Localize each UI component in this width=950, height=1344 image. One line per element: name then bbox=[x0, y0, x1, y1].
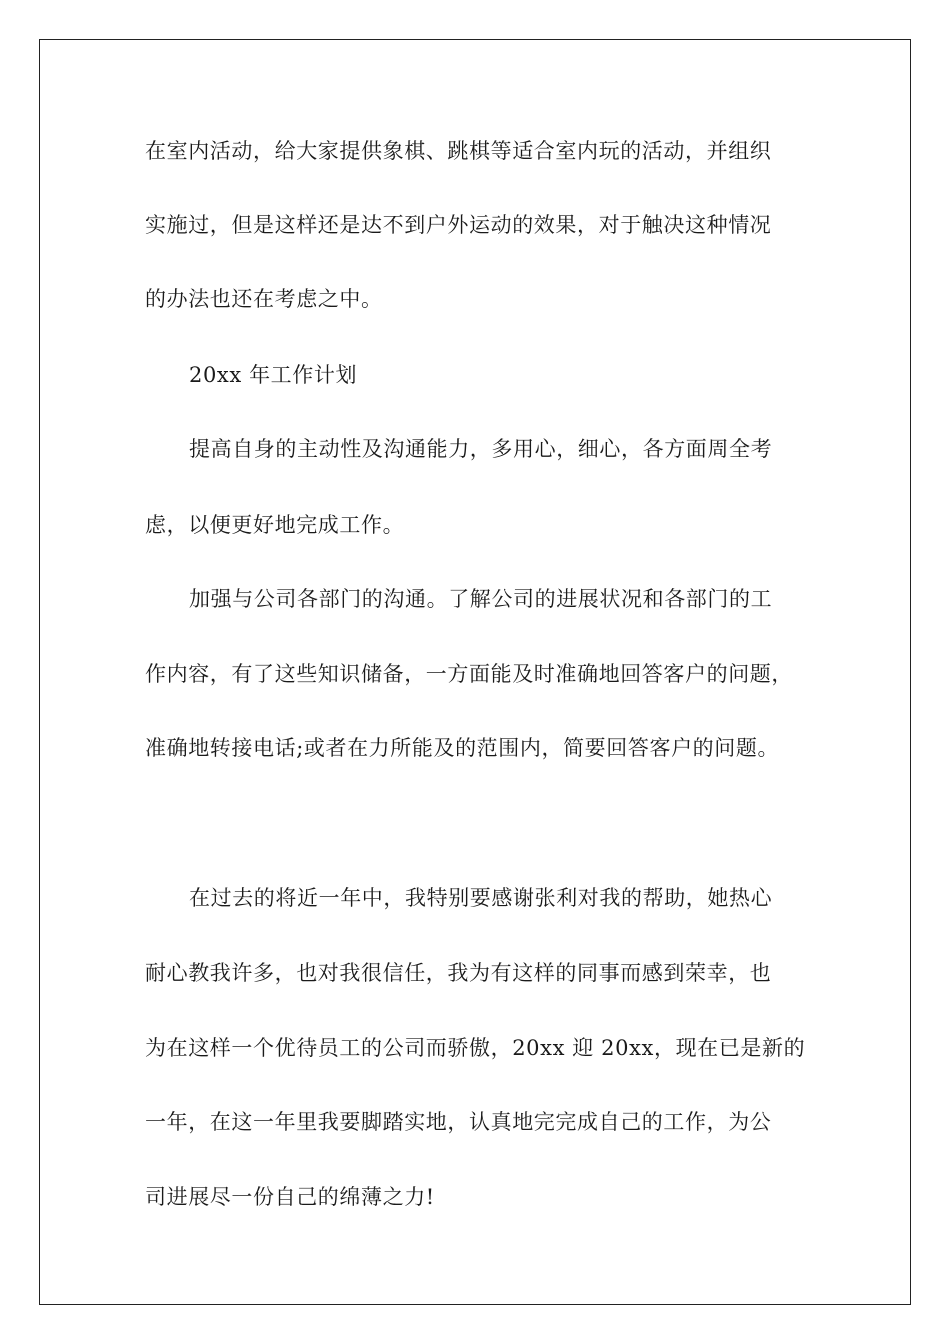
paragraph-1-line-3: 的办法也还在考虑之中。 bbox=[145, 287, 383, 311]
section-heading: 20xx 年工作计划 bbox=[189, 363, 358, 387]
paragraph-2-line-1: 提高自身的主动性及沟通能力，多用心，细心，各方面周全考 bbox=[189, 437, 773, 461]
paragraph-4-line-5: 司进展尽一份自己的绵薄之力! bbox=[145, 1185, 435, 1209]
paragraph-4-line-4: 一年，在这一年里我要脚踏实地，认真地完完成自己的工作，为公 bbox=[145, 1110, 772, 1134]
paragraph-3-line-1: 加强与公司各部门的沟通。了解公司的进展状况和各部门的工 bbox=[189, 587, 773, 611]
paragraph-3-line-3: 准确地转接电话;或者在力所能及的范围内，简要回答客户的问题。 bbox=[145, 736, 780, 760]
paragraph-3-line-2: 作内容，有了这些知识储备，一方面能及时准确地回答客户的问题， bbox=[145, 662, 793, 686]
paragraph-1-line-1: 在室内活动，给大家提供象棋、跳棋等适合室内玩的活动，并组织 bbox=[145, 139, 772, 163]
paragraph-4-line-1: 在过去的将近一年中，我特别要感谢张利对我的帮助，她热心 bbox=[189, 886, 773, 910]
paragraph-2-line-2: 虑，以便更好地完成工作。 bbox=[145, 513, 405, 537]
paragraph-4-line-2: 耐心教我许多，也对我很信任，我为有这样的同事而感到荣幸，也 bbox=[145, 961, 772, 985]
paragraph-1-line-2: 实施过，但是这样还是达不到户外运动的效果，对于触决这种情况 bbox=[145, 213, 772, 237]
paragraph-4-line-3: 为在这样一个优待员工的公司而骄傲，20xx 迎 20xx，现在已是新的 bbox=[145, 1036, 806, 1060]
